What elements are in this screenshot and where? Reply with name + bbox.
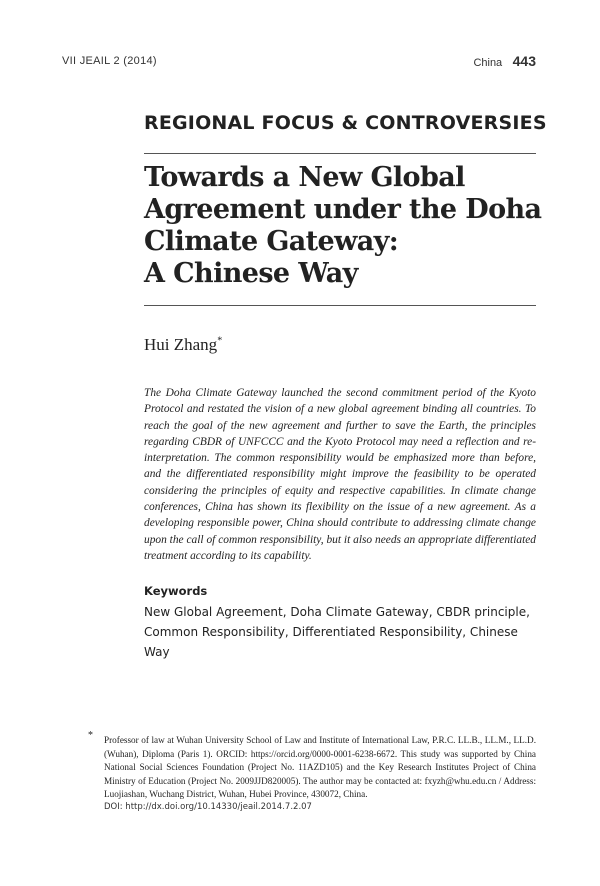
running-header-right	[473, 53, 536, 71]
footnote-marker: *	[88, 730, 93, 741]
running-header-section: China	[473, 57, 503, 69]
bottom-divider	[144, 305, 536, 306]
doi-link[interactable]: DOI: http://dx.doi.org/10.14330/jeail.2014.7.2.07	[104, 802, 312, 812]
author-name: Hui Zhang	[144, 335, 218, 354]
title-line: Climate Gateway:	[144, 226, 399, 257]
author-footnote-mark[interactable]: *	[217, 335, 223, 347]
abstract: The Doha Climate Gateway launched the second commitment period of the Kyoto Protocol and restated the vision of a new global agreement binding all countries. To reach the goal of the new agreement and further to save the Earth, the principles regarding CBDR of UNFCCC and the Kyoto Protocol may need a reflection and re-interpretation. The common responsibility would be emphasized more than before, and the differentiated responsibility might improve the feasibility to be operated considering the principles of equity and respective capabilities. In climate change conferences, China has shown its flexibility on the issue of a new agreement. As a developing responsible power, China should contribute to addressing climate change upon the call of common responsibility, but it also needs an appropriate differentiated treatment according to its capability.	[144, 387, 536, 562]
author-line	[144, 335, 222, 355]
section-heading: REGIONAL FOCUS & CONTROVERSIES	[144, 112, 547, 134]
keywords-heading: Keywords	[144, 584, 208, 598]
title-line: Agreement under the Doha	[144, 194, 542, 225]
title-line: Towards a New Global	[144, 162, 465, 193]
top-divider	[144, 153, 536, 154]
running-header-journal: VII JEAIL 2 (2014)	[62, 55, 157, 67]
title-line: A Chinese Way	[144, 258, 358, 289]
article-title	[144, 162, 544, 290]
page-number: 443	[512, 53, 536, 69]
keywords-list: New Global Agreement, Doha Climate Gateway, CBDR principle, Common Responsibility, Differentiated Responsibility, Chinese Way	[144, 605, 530, 659]
footnote-text: Professor of law at Wuhan University School of Law and Institute of International Law, P.R.C. LL.B., LL.M., LL.D. (Wuhan), Diploma (Paris 1). ORCID: https://orcid.org/0000-0001-6238-6672. This study was supported by China National Social Sciences Foundation (Project No. 11AZD105) and the Key Research Institutes Project of China Ministry of Education (Project No. 2009JJD820005). The author may be contacted at: fxyzh@whu.edu.cn / Address: Luojiashan, Wuchang District, Wuhan, Hubei Province, 430072, China.	[104, 735, 536, 799]
